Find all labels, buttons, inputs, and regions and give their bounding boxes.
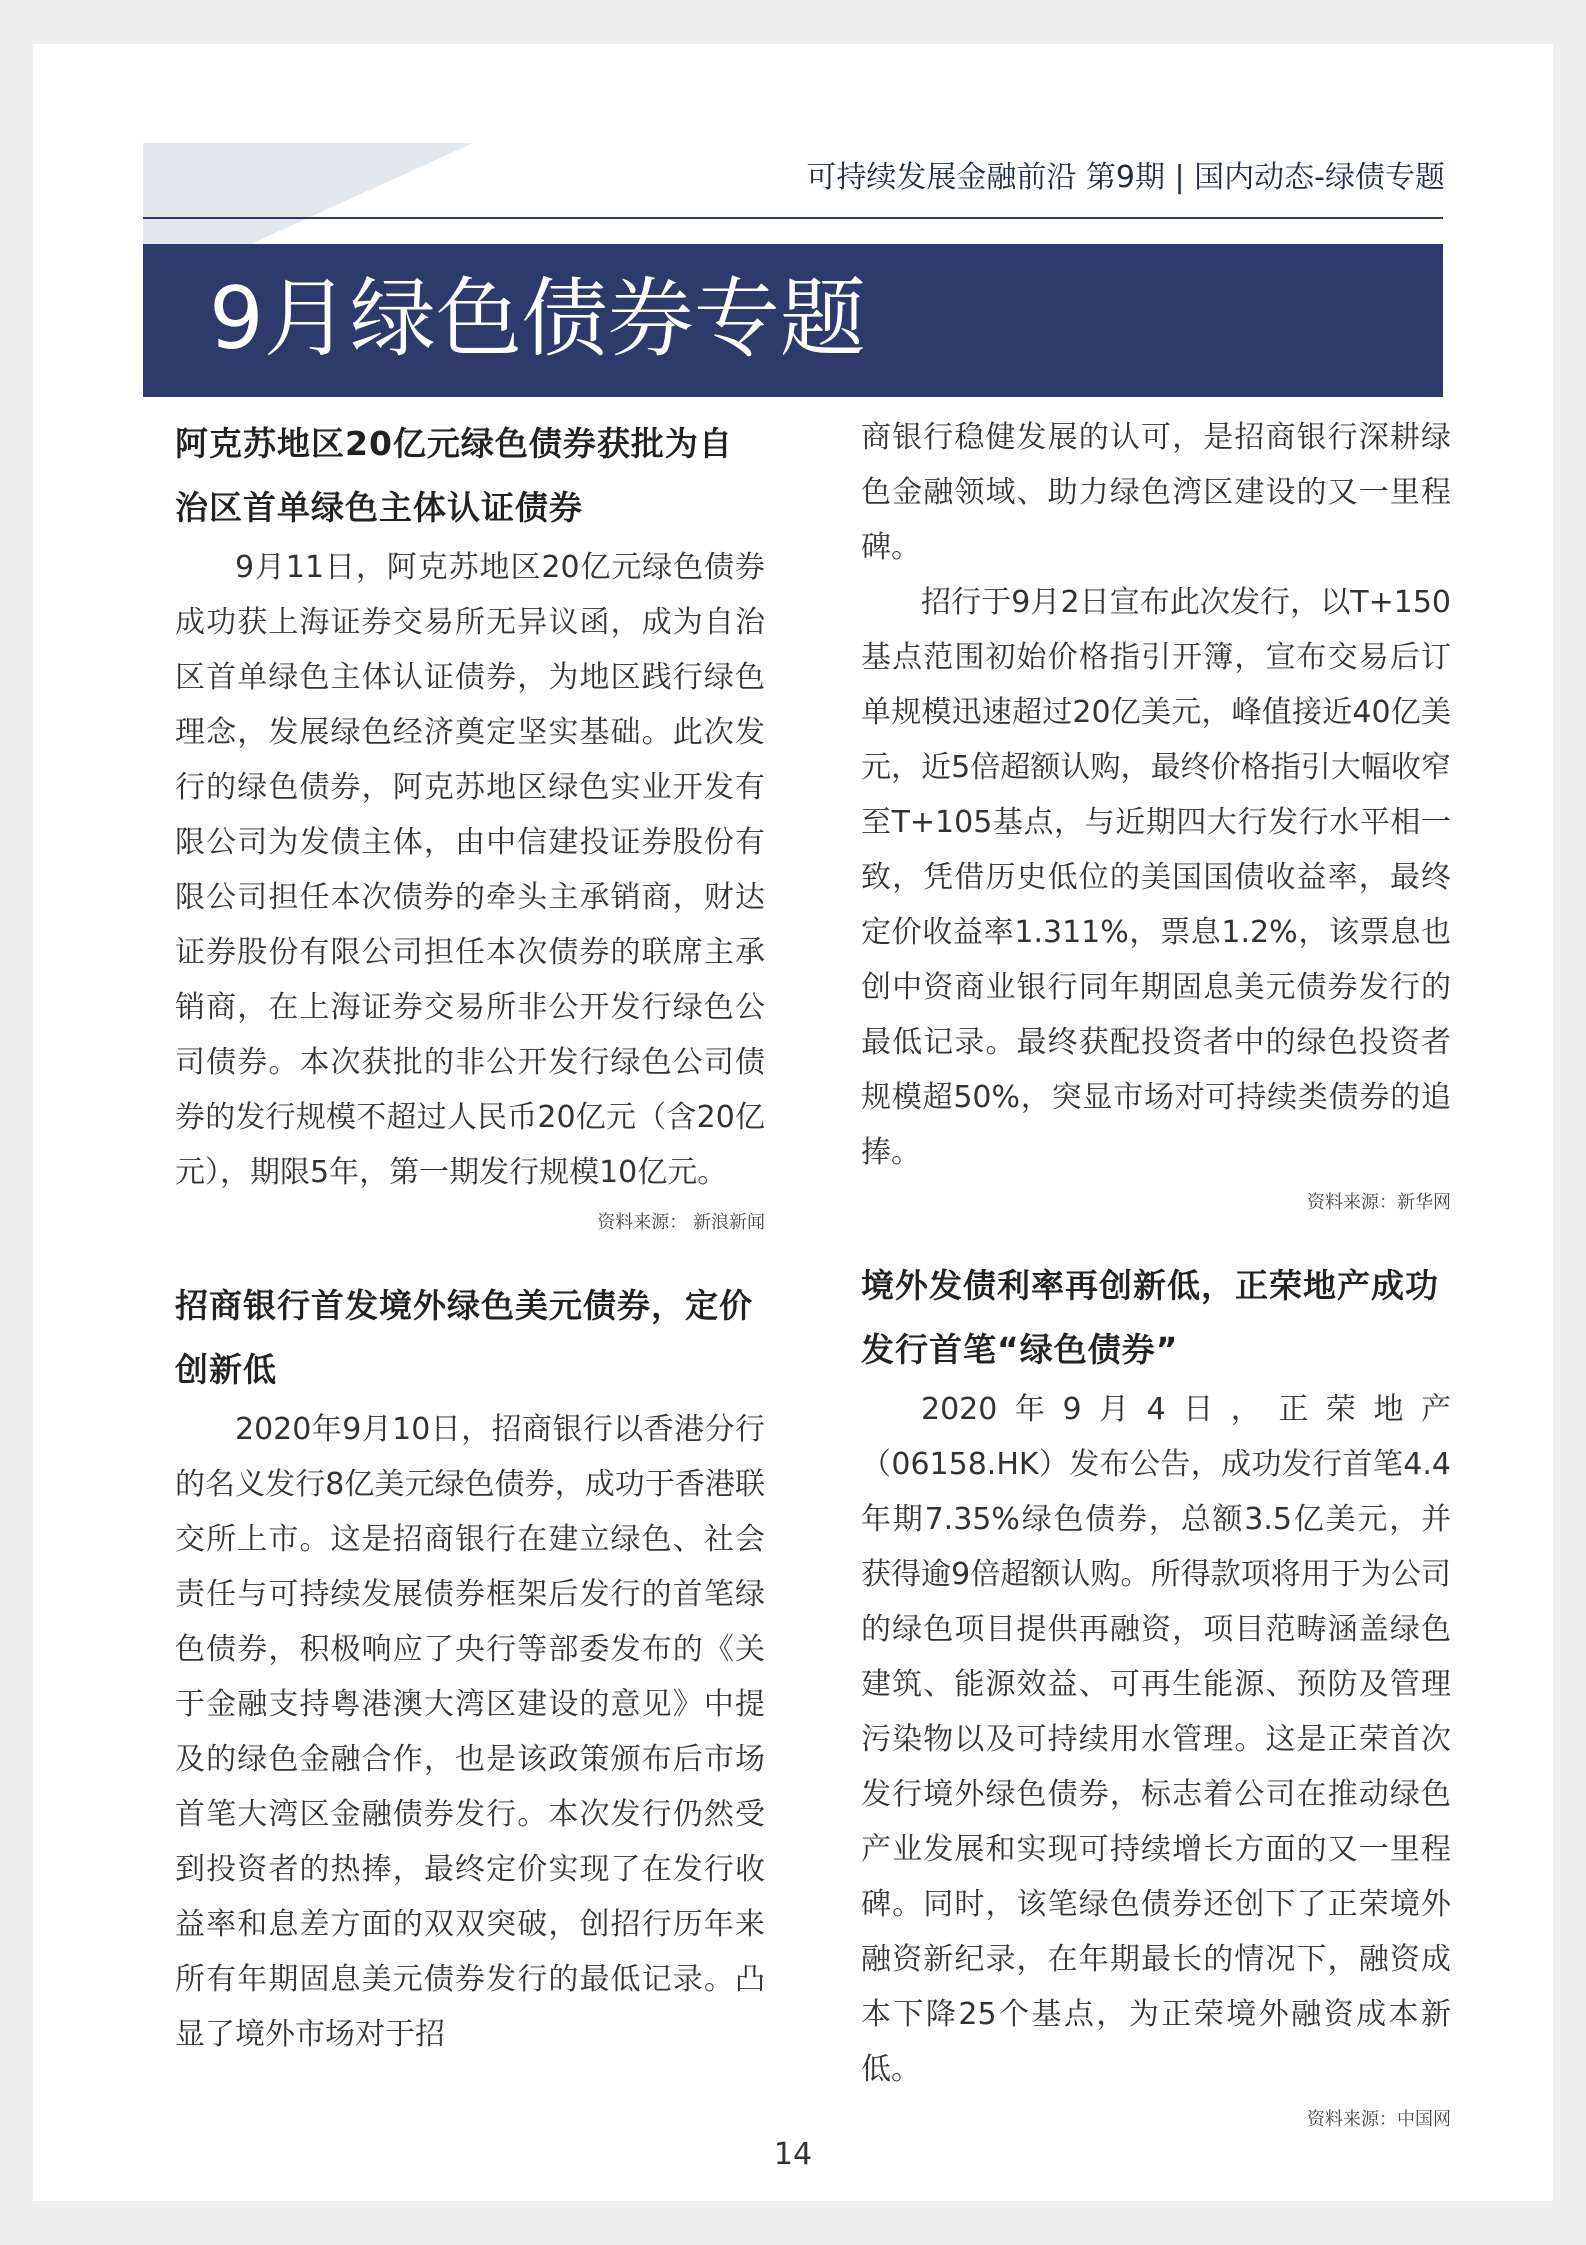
banner-title: 9月绿色债券专题	[209, 269, 866, 369]
article-source: 资料来源： 新浪新闻	[597, 1212, 765, 1233]
article-body: 2020年9月4日，正荣地产（06158.HK）发布公告，成功发行首笔4.4年期7.35%绿色债券，总额3.5亿美元，并获得逾9倍超额认购。所得款项将用于为公司的绿色项目提供再融资，项目范畴涵盖绿色建筑、能源效益、可再生能源、预防及管理污染物以及可持续用水管理。这是正荣首次发行境外绿色债券，标志着公司在推动绿色产业发展和实现可持续增长方面的又一里程碑。同时，该笔绿色债券还创下了正荣境外融资新纪录，在年期最长的情况下，融资成本下降25个基点，为正荣境外融资成本新低。	[861, 1392, 1451, 2087]
page-number: 14	[773, 2137, 813, 2172]
title-banner	[143, 244, 1443, 397]
article-body: 招行于9月2日宣布此次发行，以T+150基点范围初始价格指引开簿，宣布交易后订单规模迅速超过20亿美元，峰值接近40亿美元，近5倍超额认购，最终价格指引大幅收窄至T+105基点，与近期四大行发行水平相一致，凭借历史低位的美国国债收益率，最终定价收益率1.311%，票息1.2%，该票息也创中资商业银行同年期固息美元债券发行的最低记录。最终获配投资者中的绿色投资者规模超50%，突显市场对可持续类债券的追捧。	[861, 585, 1451, 1170]
article-title: 阿克苏地区20亿元绿色债券获批为自治区首单绿色主体认证债券	[175, 424, 733, 527]
article-body: 9月11日，阿克苏地区20亿元绿色债券成功获上海证券交易所无异议函，成为自治区首单绿色主体认证债券，为地区践行绿色理念，发展绿色经济奠定坚实基础。此次发行的绿色债券，阿克苏地区绿色实业开发有限公司为发债主体，由中信建投证券股份有限公司担任本次债券的牵头主承销商，财达证券股份有限公司担任本次债券的联席主承销商，在上海证券交易所非公开发行绿色公司债券。本次获批的非公开发行绿色公司债券的发行规模不超过人民币20亿元（含20亿元），期限5年，第一期发行规模10亿元。	[175, 550, 765, 1190]
right-column	[861, 410, 1451, 2171]
article-title: 招商银行首发境外绿色美元债券，定价创新低	[175, 1286, 753, 1389]
article-body-continuation: 商银行稳健发展的认可，是招商银行深耕绿色金融领域、助力绿色湾区建设的又一里程碑。	[861, 420, 1451, 565]
running-header: 可持续发展金融前沿 第9期 | 国内动态-绿债专题	[806, 160, 1445, 195]
article-source: 资料来源：新华网	[1307, 1192, 1451, 1213]
article-source: 资料来源：中国网	[1307, 2109, 1451, 2130]
article-title: 境外发债利率再创新低，正荣地产成功发行首笔“绿色债券”	[861, 1266, 1439, 1369]
header-rule	[143, 217, 1443, 219]
page	[33, 44, 1553, 2201]
article-body: 2020年9月10日，招商银行以香港分行的名义发行8亿美元绿色债券，成功于香港联交所上市。这是招商银行在建立绿色、社会责任与可持续发展债券框架后发行的首笔绿色债券，积极响应了央行等部委发布的《关于金融支持粤港澳大湾区建设的意见》中提及的绿色金融合作，也是该政策颁布后市场首笔大湾区金融债券发行。本次发行仍然受到投资者的热捧，最终定价实现了在发行收益率和息差方面的双双突破，创招行历年来所有年期固息美元债券发行的最低记录。凸显了境外市场对于招	[175, 1412, 765, 2052]
left-column	[175, 412, 765, 2062]
